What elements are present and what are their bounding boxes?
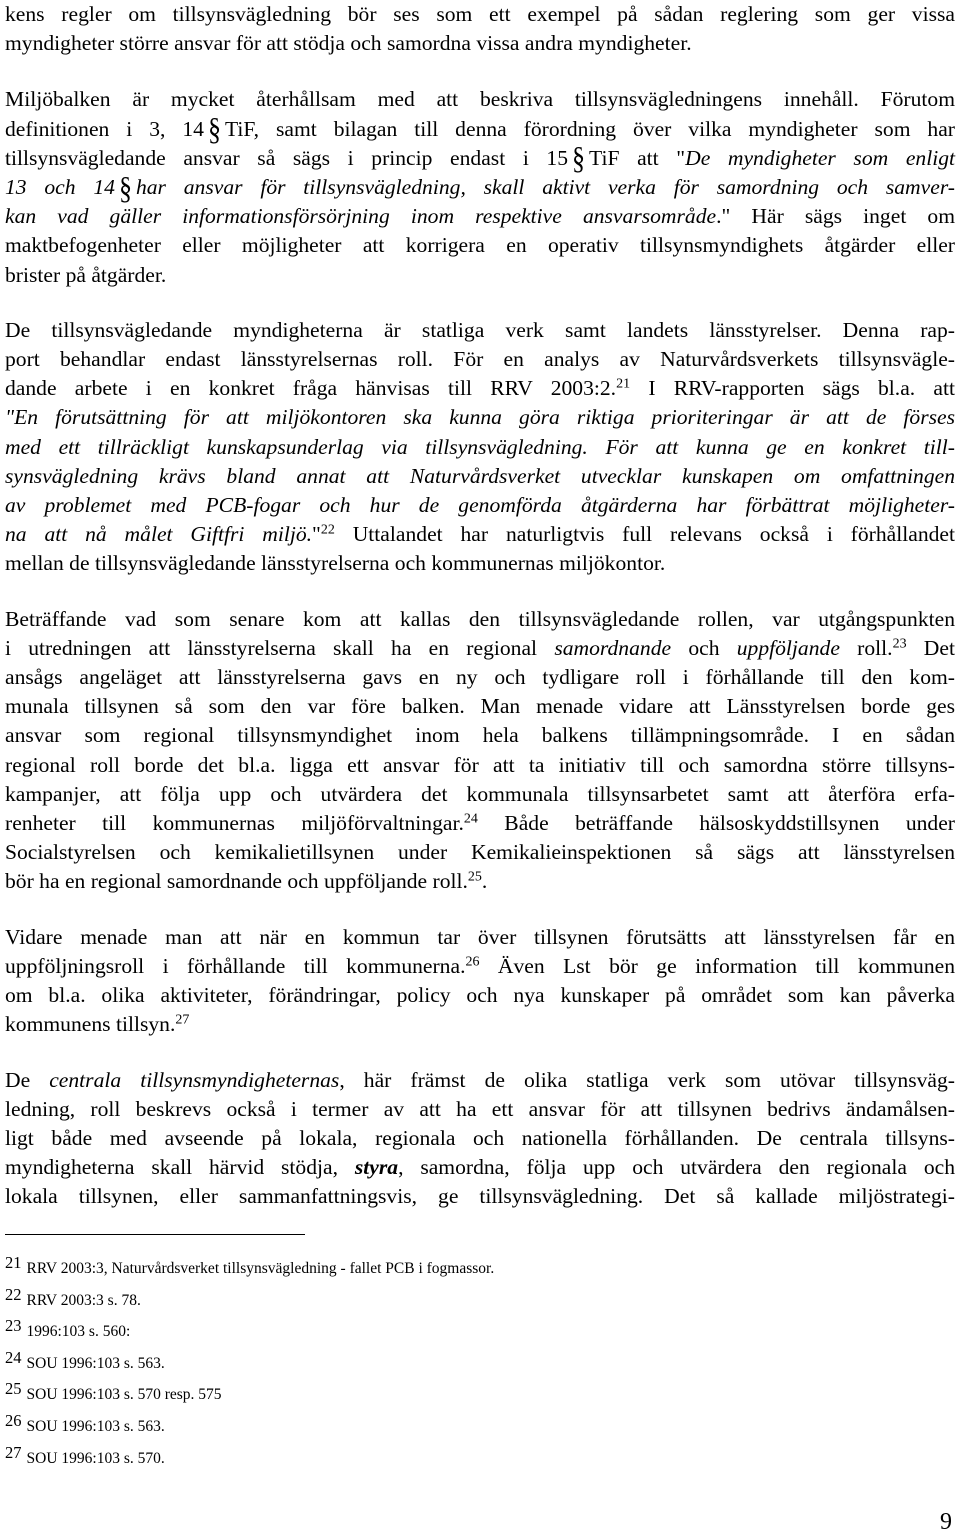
- text-line: Beträffande vad som senare kom att kallas den tillsynsvägledande rollen, var utgångspunkten: [5, 606, 955, 631]
- footnote-23: 23 1996:103 s. 560:: [5, 1316, 131, 1340]
- footnote-ref: 21: [616, 376, 631, 392]
- text-line: bör ha en regional samordnande och uppföljande roll.$^{25}$.: [5, 869, 488, 894]
- footnote-27: 27 SOU 1996:103 s. 570.: [5, 1443, 165, 1467]
- text-line: kommunens tillsyn.$^{27}$: [5, 1012, 190, 1037]
- text-line: renheter till kommunernas miljöförvaltningar.$^{24}$ Både beträffande hälsoskyddstillsynen under: [5, 811, 955, 836]
- footnote-24: 24 SOU 1996:103 s. 563.: [5, 1348, 165, 1372]
- text-line: Vidare menade man att när en kommun tar över tillsynen förutsätts att länsstyrelsen får en: [5, 924, 955, 949]
- text-line: kens regler om tillsynsvägledning bör ses som ett exempel på sådan reglering som ger vissa: [5, 2, 955, 26]
- text-line: myndigheterna skall härvid stödja, styra, samordna, följa upp och utvärdera den regionala och: [5, 1155, 955, 1180]
- footnote-21: 21 RRV 2003:3, Naturvårdsverket tillsynsvägledning - fallet PCB i fogmassor.: [5, 1253, 495, 1277]
- text-line: lokala tillsynen, eller sammanfattningsvis, ge tillsynsvägledning. Det så kallade miljöstrategi-: [5, 1184, 955, 1209]
- text-line: De centrala tillsynsmyndigheternas, här främst de olika statliga verk som utövar tillsynsväg-: [5, 1067, 956, 1092]
- footnote-ref: 25: [467, 869, 482, 885]
- text-line: regional roll borde det bl.a. ligga ett ansvar för att ta initiativ till och samordna större tillsyns-: [5, 752, 955, 777]
- text-line: port behandlar endast länsstyrelsernas roll. För en analys av Naturvårdsverkets tillsynsvägle-: [5, 347, 955, 372]
- footnote-ref: 24: [463, 811, 478, 827]
- text-line: kampanjer, att följa upp och utvärdera det kommunala tillsynsarbetet samt att återföra erfa-: [5, 781, 955, 806]
- paragraph-2: [5, 85, 955, 289]
- text-line: definitionen i 3, 14 § TiF, samt bilagan till denna förordning över vilka myndigheter som har: [5, 112, 956, 148]
- text-line: na att nå målet Giftfri miljö."$^{22}$ Uttalandet har naturligtvis full relevans också i förhållandet: [5, 522, 955, 547]
- paragraph-4: [5, 605, 955, 897]
- paragraph-1: [5, 0, 955, 58]
- text-line: 13 och 14 § har ansvar för tillsynsvägledning, skall aktivt verka för samordning och samver-: [5, 170, 955, 206]
- text-line: myndigheter större ansvar för att stödja och samordna vissa andra myndigheter.: [5, 31, 692, 56]
- text-line: ligt både med avseende på lokala, regionala och nationella förhållanden. De centrala tillsyns-: [5, 1125, 955, 1150]
- text-line: tillsynsvägledande ansvar så sägs i princip endast i 15 § TiF att "De myndigheter som enligt: [5, 141, 955, 177]
- text-line: ansågs angeläget att länsstyrelserna gavs en ny och tydligare roll i förhållande till den kom-: [5, 665, 955, 690]
- text-line: uppföljningsroll i förhållande till kommunerna.$^{26}$ Även Lst bör ge information till kommunen: [5, 953, 955, 978]
- page-body: [5, 0, 955, 1212]
- text-line: maktbefogenheter eller möjligheter att korrigera en operativ tillsynsmyndighets åtgärder eller: [5, 233, 955, 258]
- text-line: Socialstyrelsen och kemikalietillsynen under Kemikalieinspektionen så sägs att länsstyrelsen: [5, 840, 955, 865]
- text-line: mellan de tillsynsvägledande länsstyrelserna och kommunernas miljökontor.: [5, 551, 666, 576]
- footnote-26: 26 SOU 1996:103 s. 563.: [5, 1411, 165, 1435]
- footnote-separator: [5, 1234, 305, 1235]
- text-line: "En förutsättning för att miljökontoren ska kunna göra riktiga prioriteringar är att de förses: [5, 405, 955, 430]
- footnote-ref: 27: [175, 1012, 190, 1028]
- paragraph-5: [5, 923, 955, 1040]
- footnote-ref: 26: [465, 954, 480, 970]
- text-line: munala tillsynen så som den var före balken. Man menade vidare att Länsstyrelsen borde ges: [5, 694, 955, 719]
- text-line: De tillsynsvägledande myndigheterna är statliga verk samt landets länsstyrelser. Denna rap-: [5, 317, 955, 342]
- footnote-ref: 22: [320, 522, 335, 538]
- text-line: brister på åtgärder.: [5, 262, 167, 287]
- text-line: dande arbete i en konkret fråga hänvisas till RRV 2003:2.21 I RRV-rapporten sägs bl.a. att: [5, 376, 955, 401]
- page-number: 9: [940, 1509, 952, 1535]
- footnote-ref: 23: [892, 636, 907, 652]
- text-line: med ett tillräckligt kunskapsunderlag via tillsynsvägledning. För att kunna ge en konkret till-: [5, 434, 955, 459]
- footnote-25: 25 SOU 1996:103 s. 570 resp. 575: [5, 1379, 222, 1403]
- text-line: Miljöbalken är mycket återhållsam med att beskriva tillsynsvägledningens innehåll. Förutom: [5, 87, 955, 112]
- text-line: ansvar som regional tillsynsmyndighet inom hela balkens tillämpningsområde. I en sådan: [5, 723, 955, 748]
- text-line: om bl.a. olika aktiviteter, förändringar, policy och nya kunskaper på området som kan påverka: [5, 983, 955, 1008]
- footnote-22: 22 RRV 2003:3 s. 78.: [5, 1285, 141, 1309]
- paragraph-3: [5, 316, 955, 579]
- text-line: i utredningen att länsstyrelserna skall ha en regional samordnande och uppföljande roll.$^{23}$ Det: [5, 635, 955, 660]
- text-line: synsvägledning krävs bland annat att Naturvårdsverket utvecklar kunskapen om omfattningen: [5, 463, 955, 488]
- text-line: kan vad gäller informationsförsörjning inom respektive ansvarsområde." Här sägs inget om: [5, 204, 955, 229]
- text-line: ledning, roll beskrevs också i termer av att ha ett ansvar för att tillsynen bedrivs ändamålsen-: [5, 1096, 955, 1121]
- paragraph-6: [5, 1066, 955, 1212]
- text-line: av problemet med PCB-fogar och hur de genomförda åtgärderna har förbättrat möjligheter-: [5, 493, 955, 518]
